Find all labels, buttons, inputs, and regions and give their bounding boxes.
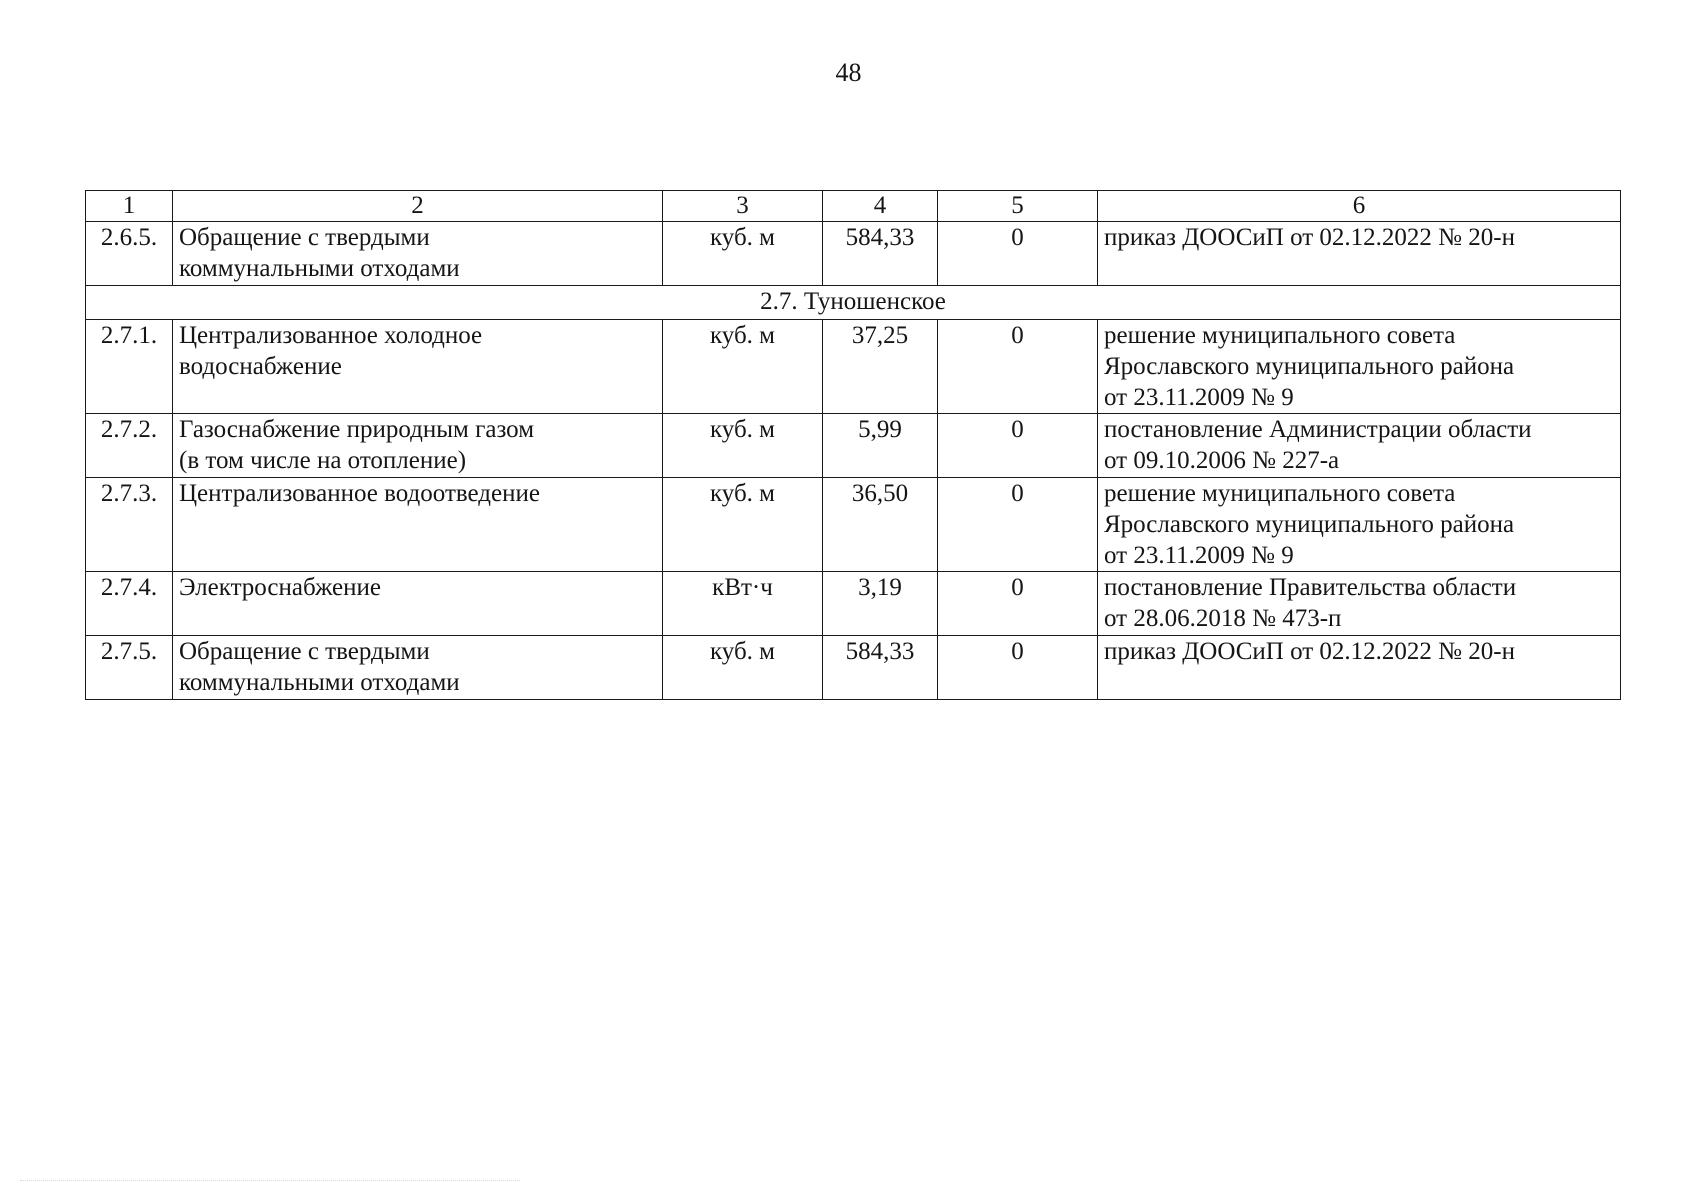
service-name-line: Электроснабжение xyxy=(179,574,381,601)
basis-cell xyxy=(1098,320,1621,414)
header-cell: 2 xyxy=(173,191,663,222)
table-row xyxy=(86,414,1621,478)
table-row xyxy=(86,222,1621,286)
basis-cell xyxy=(1098,478,1621,572)
service-name xyxy=(173,222,663,286)
section-title: 2.7. Туношенское xyxy=(86,286,1621,320)
row-number: 2.7.3. xyxy=(86,478,173,572)
service-name-line: коммунальными отходами xyxy=(179,669,460,696)
table-row xyxy=(86,636,1621,700)
service-name-line: водоснабжение xyxy=(179,353,342,380)
row-number: 2.7.1. xyxy=(86,320,173,414)
service-name-line: коммунальными отходами xyxy=(179,255,460,282)
scan-artifact xyxy=(20,1180,520,1182)
basis-cell xyxy=(1098,572,1621,636)
service-name-line: (в том числе на отопление) xyxy=(179,447,467,474)
value-cell: 37,25 xyxy=(823,320,938,414)
basis-line: приказ ДООСиП от 02.12.2022 № 20-н xyxy=(1104,638,1515,665)
service-name xyxy=(173,414,663,478)
basis-line: от 09.10.2006 № 227-а xyxy=(1104,447,1340,474)
table-row xyxy=(86,572,1621,636)
header-cell: 3 xyxy=(663,191,823,222)
service-name-line: Централизованное водоотведение xyxy=(179,480,540,507)
value-cell: 36,50 xyxy=(823,478,938,572)
value-cell: 584,33 xyxy=(823,636,938,700)
service-name-line: Газоснабжение природным газом xyxy=(179,416,535,443)
header-cell: 4 xyxy=(823,191,938,222)
basis-line: Ярославского муниципального района xyxy=(1104,353,1515,380)
header-cell: 5 xyxy=(938,191,1098,222)
basis-line: решение муниципального совета xyxy=(1104,480,1456,507)
row-number: 2.7.2. xyxy=(86,414,173,478)
service-name xyxy=(173,572,663,636)
col5-cell: 0 xyxy=(938,222,1098,286)
basis-cell xyxy=(1098,636,1621,700)
value-cell: 584,33 xyxy=(823,222,938,286)
service-name xyxy=(173,636,663,700)
unit-cell: куб. м xyxy=(663,222,823,286)
col5-cell: 0 xyxy=(938,320,1098,414)
basis-cell xyxy=(1098,222,1621,286)
unit-cell: куб. м xyxy=(663,414,823,478)
row-number: 2.6.5. xyxy=(86,222,173,286)
unit-cell: куб. м xyxy=(663,320,823,414)
value-cell: 5,99 xyxy=(823,414,938,478)
basis-line: приказ ДООСиП от 02.12.2022 № 20-н xyxy=(1104,224,1515,251)
basis-line: от 28.06.2018 № 473-п xyxy=(1104,605,1342,632)
service-name-line: Централизованное холодное xyxy=(179,322,483,349)
service-name-line: Обращение с твердыми xyxy=(179,224,430,251)
header-cell: 1 xyxy=(86,191,173,222)
basis-line: от 23.11.2009 № 9 xyxy=(1104,542,1294,569)
col5-cell: 0 xyxy=(938,478,1098,572)
basis-line: решение муниципального совета xyxy=(1104,322,1456,349)
service-name xyxy=(173,320,663,414)
unit-cell: кВт·ч xyxy=(663,572,823,636)
header-cell: 6 xyxy=(1098,191,1621,222)
service-name-line: Обращение с твердыми xyxy=(179,638,430,665)
table-header-row xyxy=(86,191,1621,222)
service-name xyxy=(173,478,663,572)
col5-cell: 0 xyxy=(938,572,1098,636)
unit-cell: куб. м xyxy=(663,478,823,572)
col5-cell: 0 xyxy=(938,636,1098,700)
basis-line: Ярославского муниципального района xyxy=(1104,511,1515,538)
basis-line: постановление Правительства области xyxy=(1104,574,1517,601)
table-row xyxy=(86,320,1621,414)
tariff-table xyxy=(85,190,1621,700)
col5-cell: 0 xyxy=(938,414,1098,478)
basis-cell xyxy=(1098,414,1621,478)
value-cell: 3,19 xyxy=(823,572,938,636)
row-number: 2.7.5. xyxy=(86,636,173,700)
table-row xyxy=(86,478,1621,572)
unit-cell: куб. м xyxy=(663,636,823,700)
row-number: 2.7.4. xyxy=(86,572,173,636)
page-number: 48 xyxy=(835,58,862,87)
section-row xyxy=(86,286,1621,320)
basis-line: от 23.11.2009 № 9 xyxy=(1104,384,1294,411)
basis-line: постановление Администрации области xyxy=(1104,416,1532,443)
